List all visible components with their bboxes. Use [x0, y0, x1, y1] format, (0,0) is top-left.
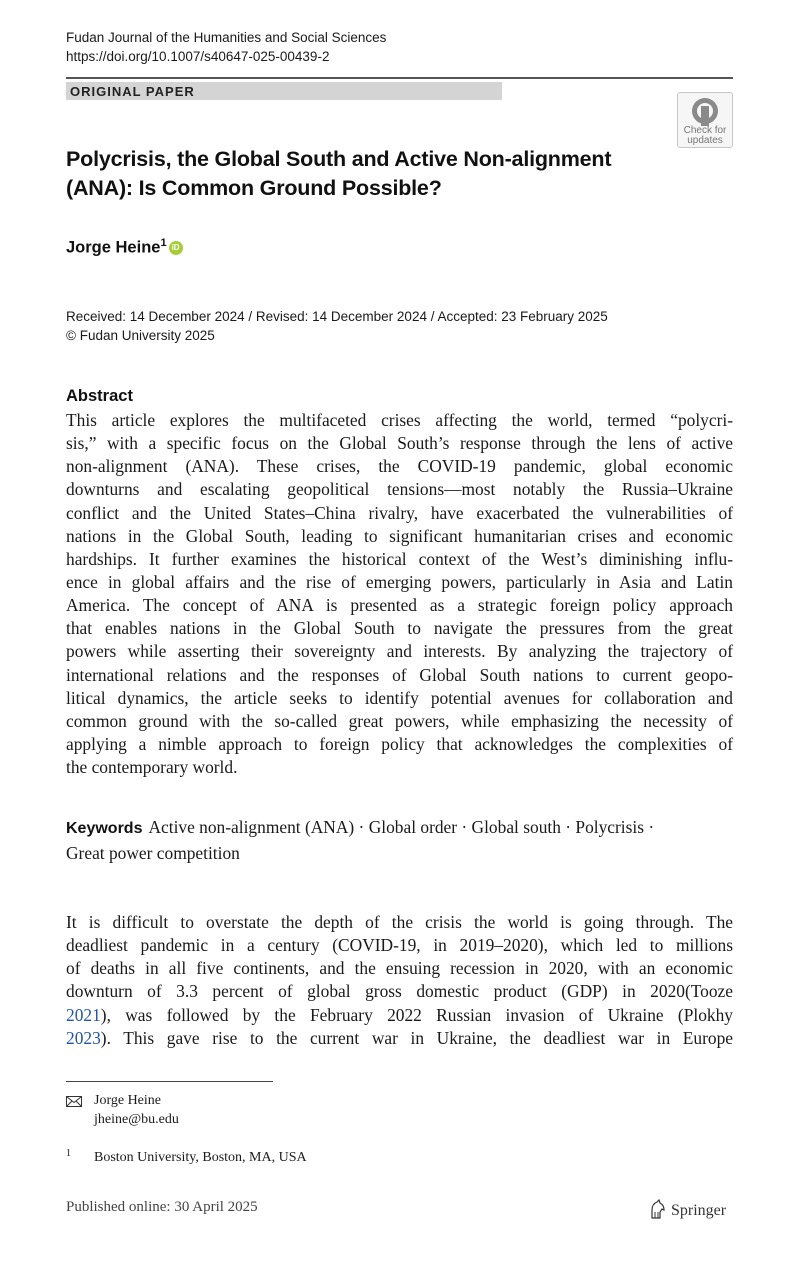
author-affiliation-mark: 1 [160, 237, 167, 249]
abstract-line: non-alignment (ANA). These crises, the COVID-19 pandemic, global economic [66, 456, 733, 477]
body-line: It is difficult to overstate the depth of the crisis the world is going through. The [66, 912, 733, 932]
abstract-line: sis,” with a specific focus on the Global South’s response through the lens of active [66, 433, 733, 454]
abstract-line: ence in global affairs and the rise of emerging powers, particularly in Asia and Latin [66, 571, 733, 592]
springer-horse-icon [649, 1199, 667, 1219]
corresponding-author-name: Jorge Heine [94, 1093, 161, 1108]
keywords-text: Active non-alignment (ANA) · Global order · Global south · Polycrisis · [148, 817, 655, 837]
affiliation-text: Boston University, Boston, MA, USA [94, 1150, 307, 1165]
abstract-line: conflict and the United States–China rivalry, have exacerbated the vulnerabilities of [66, 502, 733, 523]
header-rule [66, 77, 733, 79]
abstract-line: This article explores the multifaceted crises affecting the world, termed “polycri- [66, 410, 733, 430]
corresponding-author-email[interactable]: jheine@bu.edu [94, 1112, 179, 1127]
abstract-line: nations in the Global South, leading to significant humanitarian crises and economic [66, 525, 733, 546]
paper-title [66, 145, 666, 203]
paper-title-line: Polycrisis, the Global South and Active Non-alignment [66, 147, 612, 171]
published-online-date: Published online: 30 April 2025 [66, 1199, 258, 1215]
abstract-body [66, 409, 733, 779]
copyright-notice: © Fudan University 2025 [66, 328, 215, 343]
abstract-line: common ground with the so-called great powers, while emphasizing the necessity of [66, 710, 733, 731]
paper-title-line: (ANA): Is Common Ground Possible? [66, 176, 442, 200]
abstract-line: powers while asserting their sovereignty and interests. By analyzing the trajectory of [66, 641, 733, 662]
doi-link[interactable]: https://doi.org/10.1007/s40647-025-00439-2 [66, 49, 330, 64]
body-line: downturn of 3.3 percent of global gross domestic product (GDP) in 2020(Tooze [66, 981, 733, 1002]
abstract-line: international relations and the responses of Global South nations to current geopo- [66, 664, 733, 685]
body-line: deadliest pandemic in a century (COVID-19, in 2019–2020), which led to millions [66, 935, 733, 956]
article-type-label: ORIGINAL PAPER [66, 82, 502, 100]
introduction-paragraph [66, 911, 733, 1050]
abstract-line: applying a nimble approach to foreign policy that acknowledges the complexities of [66, 733, 733, 754]
body-line [66, 1027, 733, 1050]
check-updates-line1: Check for [683, 125, 727, 136]
abstract-line: hardships. It further examines the historical context of the West’s diminishing influ- [66, 548, 733, 569]
body-text: ). This gave rise to the current war in Ukraine, the deadliest war in Europe [100, 1027, 733, 1048]
check-updates-icon [690, 96, 720, 126]
affiliation-number: 1 [66, 1148, 71, 1159]
abstract-line: that enables nations in the Global South to navigate the pressures from the great [66, 618, 733, 639]
check-for-updates-badge[interactable] [677, 92, 733, 148]
body-line: of deaths in all five continents, and the ensuing recession in 2020, with an economic [66, 958, 733, 979]
article-dates: Received: 14 December 2024 / Revised: 14 December 2024 / Accepted: 23 February 2025 [66, 309, 608, 324]
abstract-line: the contemporary world. [66, 757, 238, 778]
keywords-block [66, 815, 733, 865]
body-line [66, 1004, 733, 1027]
journal-name: Fudan Journal of the Humanities and Social Sciences [66, 30, 387, 45]
keywords-line: Great power competition [66, 843, 240, 863]
keywords-label: Keywords [66, 820, 143, 837]
footnote-rule [66, 1081, 273, 1082]
orcid-icon[interactable]: iD [169, 241, 183, 255]
check-updates-line2: updates [687, 135, 723, 146]
publisher-logo [649, 1199, 726, 1220]
author-name[interactable]: Jorge Heine [66, 238, 161, 257]
body-text: ), was followed by the February 2022 Russian invasion of Ukraine (Plokhy [100, 1004, 733, 1025]
abstract-line: litical dynamics, the article seeks to identify potential avenues for collaboration and [66, 687, 733, 708]
envelope-icon [66, 1096, 82, 1107]
keywords-line [66, 815, 733, 841]
author-line [66, 237, 183, 258]
citation-link-tooze-2021[interactable]: 2021 [66, 1004, 101, 1025]
abstract-line: America. The concept of ANA is presented as a strategic foreign policy approach [66, 595, 733, 616]
abstract-line: downturns and escalating geopolitical tensions—most notably the Russia–Ukraine [66, 479, 733, 500]
citation-link-plokhy-2023[interactable]: 2023 [66, 1027, 101, 1048]
abstract-heading: Abstract [66, 387, 133, 405]
publisher-name: Springer [671, 1202, 727, 1219]
